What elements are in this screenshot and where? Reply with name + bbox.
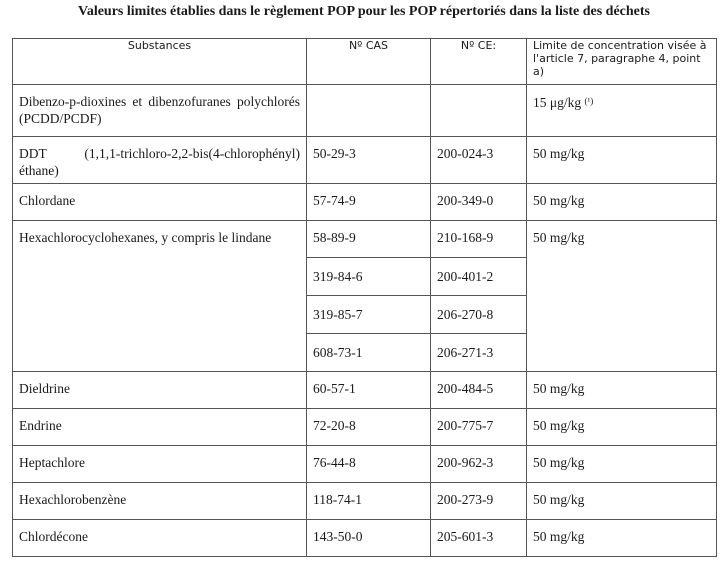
- cas-number: 60-57-1: [313, 381, 356, 396]
- limit-cell: [527, 483, 717, 520]
- cas-cell: [307, 409, 431, 446]
- cas-number: 319-85-7: [313, 307, 363, 322]
- cas-number: 118-74-1: [313, 492, 362, 507]
- ce-number: 200-349-0: [437, 193, 494, 208]
- cas-number: 50-29-3: [313, 146, 356, 161]
- substance-name: Chlordécone: [19, 529, 88, 544]
- ce-number: 200-484-5: [437, 381, 494, 396]
- table-row: [13, 137, 717, 184]
- cas-cell: [307, 520, 431, 557]
- ce-number: 200-401-2: [437, 269, 494, 284]
- cas-number: 72-20-8: [313, 418, 356, 433]
- substance-name: Hexachlorocyclohexanes, y compris le lindane: [19, 230, 272, 245]
- limit-value: 50 mg/kg: [533, 230, 585, 245]
- ce-cell: [431, 137, 527, 184]
- cas-number: 57-74-9: [313, 193, 356, 208]
- limit-value: 50 mg/kg: [533, 146, 585, 161]
- ce-cell: [431, 372, 527, 409]
- cas-cell: [307, 296, 431, 334]
- ce-number: 206-270-8: [437, 307, 494, 322]
- ce-number: 200-962-3: [437, 455, 494, 470]
- table-row: [13, 483, 717, 520]
- cas-number: [307, 85, 430, 93]
- limit-cell: [527, 137, 717, 184]
- footnote-ref: (¹): [584, 96, 594, 106]
- cas-cell: [307, 258, 431, 296]
- ce-number: 205-601-3: [437, 529, 494, 544]
- limit-cell: [527, 85, 717, 137]
- header-limit: Limite de concentration visée à l'article 7, paragraphe 4, point a): [527, 39, 717, 85]
- cas-number: 76-44-8: [313, 455, 356, 470]
- cas-cell: [307, 483, 431, 520]
- limit-value: 15 μg/kg: [533, 95, 582, 110]
- ce-cell: [431, 483, 527, 520]
- ce-number: 200-775-7: [437, 418, 494, 433]
- table-row: [13, 85, 717, 137]
- table-row: [13, 520, 717, 557]
- cas-number: 58-89-9: [313, 230, 356, 245]
- pop-limits-table: [12, 38, 717, 557]
- substance-name: Dieldrine: [19, 381, 70, 396]
- substance-cell: [13, 409, 307, 446]
- substance-cell: [13, 520, 307, 557]
- header-cas: Nº CAS: [307, 39, 431, 85]
- ce-cell: [431, 520, 527, 557]
- cas-cell: [307, 334, 431, 372]
- substance-name: DDT (1,1,1-trichloro-2,2-bis(4-chlorophényl) éthane): [19, 146, 300, 178]
- cas-cell: [307, 446, 431, 483]
- ce-number: 206-271-3: [437, 345, 494, 360]
- cas-cell: [307, 184, 431, 221]
- ce-number: [431, 85, 526, 93]
- ce-number: 200-273-9: [437, 492, 494, 507]
- substance-cell: [13, 483, 307, 520]
- limit-cell: [527, 409, 717, 446]
- ce-cell: [431, 446, 527, 483]
- ce-cell: [431, 409, 527, 446]
- cas-cell: [307, 221, 431, 258]
- substance-name: Hexachlorobenzène: [19, 492, 127, 507]
- table-header-row: [13, 39, 717, 85]
- ce-cell: [431, 258, 527, 296]
- limit-cell: [527, 520, 717, 557]
- ce-number: 210-168-9: [437, 230, 494, 245]
- limit-cell: [527, 372, 717, 409]
- table-row: [13, 372, 717, 409]
- limit-value: 50 mg/kg: [533, 418, 585, 433]
- table-row: [13, 184, 717, 221]
- substance-name: Heptachlore: [19, 455, 85, 470]
- header-substances: Substances: [13, 39, 307, 85]
- ce-cell: [431, 85, 527, 137]
- limit-value: 50 mg/kg: [533, 381, 585, 396]
- limit-cell: [527, 446, 717, 483]
- substance-name: Chlordane: [19, 193, 76, 208]
- substance-cell: [13, 85, 307, 137]
- table-row: [13, 446, 717, 483]
- substance-cell: [13, 446, 307, 483]
- ce-cell: [431, 334, 527, 372]
- substance-cell: [13, 221, 307, 372]
- substance-cell: [13, 137, 307, 184]
- substance-cell: [13, 184, 307, 221]
- header-ce: Nº CE:: [431, 39, 527, 85]
- cas-cell: [307, 137, 431, 184]
- ce-number: 200-024-3: [437, 146, 494, 161]
- substance-cell: [13, 372, 307, 409]
- ce-cell: [431, 296, 527, 334]
- limit-cell: [527, 184, 717, 221]
- cas-number: 608-73-1: [313, 345, 363, 360]
- cas-cell: [307, 85, 431, 137]
- ce-cell: [431, 221, 527, 258]
- cas-cell: [307, 372, 431, 409]
- limit-value: 50 mg/kg: [533, 193, 585, 208]
- table-row: [13, 221, 717, 258]
- limit-value: 50 mg/kg: [533, 529, 585, 544]
- document-title: Valeurs limites établies dans le règlement POP pour les POP répertoriés dans la liste des déchets: [78, 4, 650, 19]
- limit-value: 50 mg/kg: [533, 492, 585, 507]
- limit-cell: [527, 221, 717, 372]
- cas-number: 143-50-0: [313, 529, 363, 544]
- substance-name: Dibenzo-p-dioxines et dibenzofuranes polychlorés (PCDD/PCDF): [19, 94, 300, 126]
- limit-value: 50 mg/kg: [533, 455, 585, 470]
- ce-cell: [431, 184, 527, 221]
- table-row: [13, 409, 717, 446]
- cas-number: 319-84-6: [313, 269, 363, 284]
- substance-name: Endrine: [19, 418, 62, 433]
